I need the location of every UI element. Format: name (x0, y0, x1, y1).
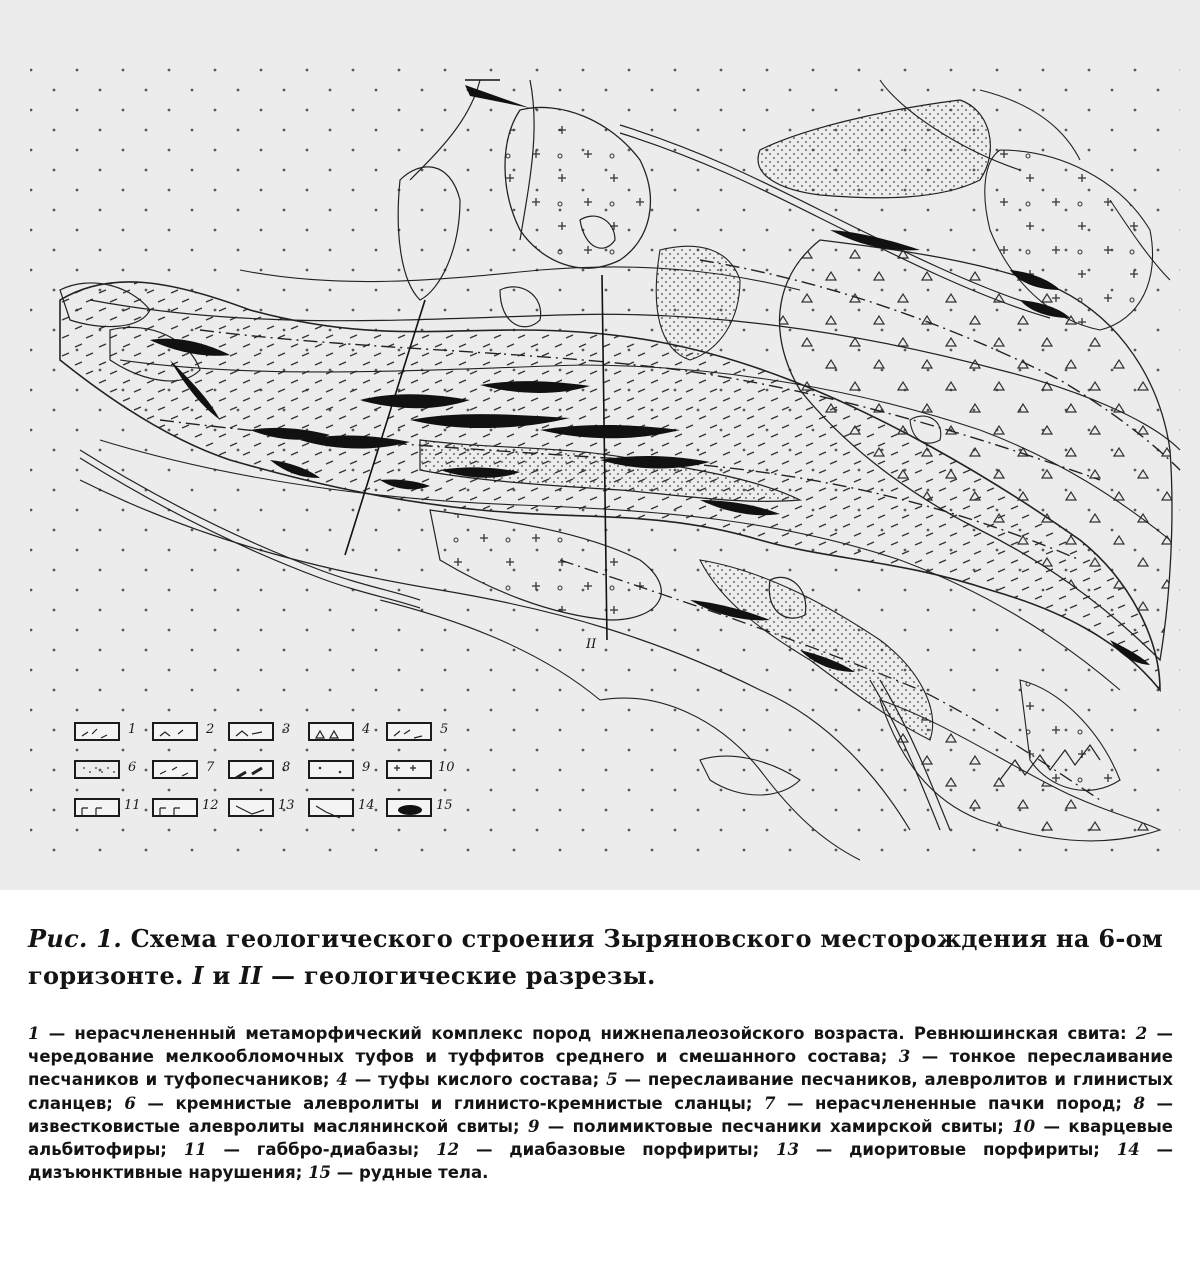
legend-item-text: — нерасчлененный метаморфический комплекс пород нижнепалеозойского возраста. Ревнюшинская свита: (39, 1024, 1136, 1043)
caption-title-text: Схема геологического строения Зыряновского месторождения на 6-ом горизонте. (28, 924, 1164, 990)
caption-and: и (203, 961, 240, 990)
legend-number-6: 6 (128, 760, 137, 775)
caption-title (28, 920, 1173, 994)
caption-section-i: I (192, 961, 204, 990)
legend-item-text: — кремнистые алевролиты и глинисто-кремнистые сланцы; (135, 1093, 764, 1113)
legend-number-15: 15 (436, 798, 453, 813)
legend-item-number: 7 (763, 1093, 776, 1113)
legend-item-text: — дизъюнктивные нарушения; (28, 1140, 1173, 1183)
legend-item-number: 1 (28, 1024, 40, 1043)
section-label-ii: II (586, 637, 597, 652)
legend-item-number: 3 (898, 1047, 911, 1067)
legend-item-text: — нерасчлененные пачки пород; (775, 1093, 1134, 1113)
legend-number-13: 13 (278, 798, 295, 813)
legend-item-text: — чередование мелкообломочных туфов и туффитов среднего и смешанного состава; (28, 1024, 1173, 1067)
legend-item-text: — полимиктовые песчаники хамирской свиты; (539, 1116, 1013, 1136)
legend-item-text: — рудные тела. (331, 1163, 489, 1183)
legend-number-9: 9 (362, 760, 371, 775)
legend-number-2: 2 (206, 722, 215, 737)
legend-item-number: 15 (308, 1163, 332, 1183)
legend-number-8: 8 (282, 760, 291, 775)
legend-number-4: 4 (362, 722, 371, 737)
legend-number-3: 3 (282, 722, 291, 737)
legend-number-1: 1 (128, 722, 137, 737)
legend-explanation (28, 1022, 1173, 1184)
legend-item-text: — диабазовые порфириты; (459, 1140, 777, 1160)
figure-caption (0, 890, 1200, 1273)
legend-number-11: 11 (124, 798, 141, 813)
legend-item-number: 6 (124, 1093, 136, 1113)
figure-number: Рис. 1. (28, 924, 122, 953)
legend-item-number: 4 (336, 1070, 348, 1090)
legend-item-text: — тонкое переслаивание песчаников и туфопесчаников; (28, 1047, 1174, 1090)
legend-number-12: 12 (202, 798, 219, 813)
legend-item-text: — кварцевые альбитофиры; (28, 1116, 1173, 1160)
legend-number-7: 7 (206, 760, 215, 775)
legend-item-number: 14 (1116, 1140, 1140, 1160)
legend-item-number: 2 (1135, 1024, 1148, 1043)
legend-item-number: 10 (1012, 1116, 1036, 1136)
legend-item-text: — переслаивание песчаников, алевролитов и глинистых сланцев; (28, 1070, 1173, 1113)
legend-item-number: 5 (606, 1070, 618, 1090)
legend-item-text: — диоритовые порфириты; (798, 1140, 1117, 1160)
caption-section-ii: II (239, 961, 263, 990)
legend-item-number: 8 (1133, 1093, 1145, 1113)
legend-item-number: 13 (776, 1140, 799, 1160)
caption-title-rest: — геологические разрезы. (262, 961, 656, 990)
legend-item-text: — габбро-диабазы; (206, 1140, 437, 1160)
legend-number-10: 10 (438, 760, 455, 775)
legend-number-14: 14 (358, 798, 375, 813)
legend-item-number: 9 (527, 1116, 540, 1136)
legend-item-text: — туфы кислого состава; (347, 1070, 607, 1090)
legend-item-number: 11 (183, 1140, 207, 1160)
legend-item-text: — известковистые алевролиты маслянинской свиты; (28, 1093, 1174, 1136)
legend-number-5: 5 (440, 722, 449, 737)
legend-item-number: 12 (436, 1140, 460, 1160)
